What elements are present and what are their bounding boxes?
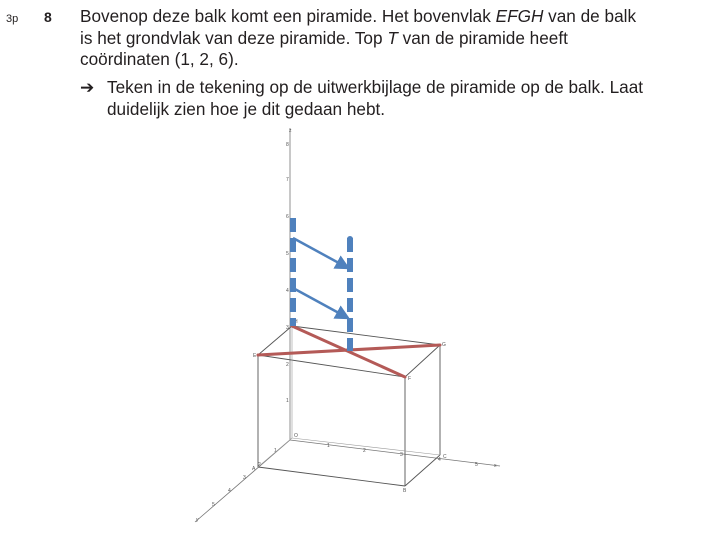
origin-label: O — [294, 433, 298, 439]
x-tick: 5 — [475, 462, 478, 468]
vertex-label-g: G — [442, 342, 446, 348]
x-axis — [290, 440, 500, 466]
z-tick: 2 — [286, 362, 289, 368]
question-number: 8 — [44, 9, 52, 25]
vertex-label-e: E — [253, 353, 257, 359]
vertex-label-f: F — [408, 376, 412, 382]
x-tick: 1 — [327, 443, 330, 449]
question-line-2: is het grondvlak van deze piramide. Top T van de piramide heeft — [80, 27, 568, 48]
arrow-icon: ➔ — [80, 77, 95, 97]
y-tick: 3 — [243, 475, 246, 481]
x-axis-label: x — [494, 463, 497, 469]
vertex-label-b: B — [403, 488, 407, 494]
question-line-1: Bovenop deze balk komt een piramide. Het bovenvlak EFGH van de balk — [80, 6, 637, 26]
question-line-3: coördinaten (1, 2, 6). — [80, 49, 239, 69]
y-tick: 2 — [258, 462, 261, 468]
translation-arrow-upper — [293, 238, 348, 268]
z-tick: 4 — [286, 288, 289, 294]
translation-arrow-lower — [293, 288, 348, 318]
vertex-label-h: H — [294, 319, 298, 325]
instruction-line-1: Teken in de tekening op de uitwerkbijlage de piramide op de balk. Laat — [107, 77, 644, 97]
top-name: T — [387, 27, 398, 48]
z-tick: 1 — [286, 398, 289, 404]
y-axis-label: y — [196, 517, 199, 523]
z-tick: 6 — [286, 214, 289, 220]
y-tick: 1 — [274, 448, 277, 454]
x-tick: 4 — [438, 457, 441, 463]
vertex-label-a: A — [252, 466, 256, 472]
vertex-label-c: C — [443, 454, 447, 460]
x-tick: 2 — [363, 448, 366, 454]
instruction-line-2: duidelijk zien hoe je dit gedaan hebt. — [107, 98, 386, 119]
z-tick: 8 — [286, 142, 289, 148]
y-tick: 4 — [228, 488, 231, 494]
y-tick: 5 — [212, 502, 215, 508]
z-axis-label: z — [289, 128, 292, 134]
x-tick: 3 — [400, 452, 403, 458]
z-tick: 3 — [286, 325, 289, 331]
x-ticks — [327, 443, 497, 469]
y-ticks — [196, 448, 277, 523]
face-name: EFGH — [495, 6, 544, 26]
top-point-t — [347, 236, 353, 242]
z-tick: 7 — [286, 177, 289, 183]
points-label: 3p — [6, 13, 19, 25]
z-tick: 5 — [286, 251, 289, 257]
